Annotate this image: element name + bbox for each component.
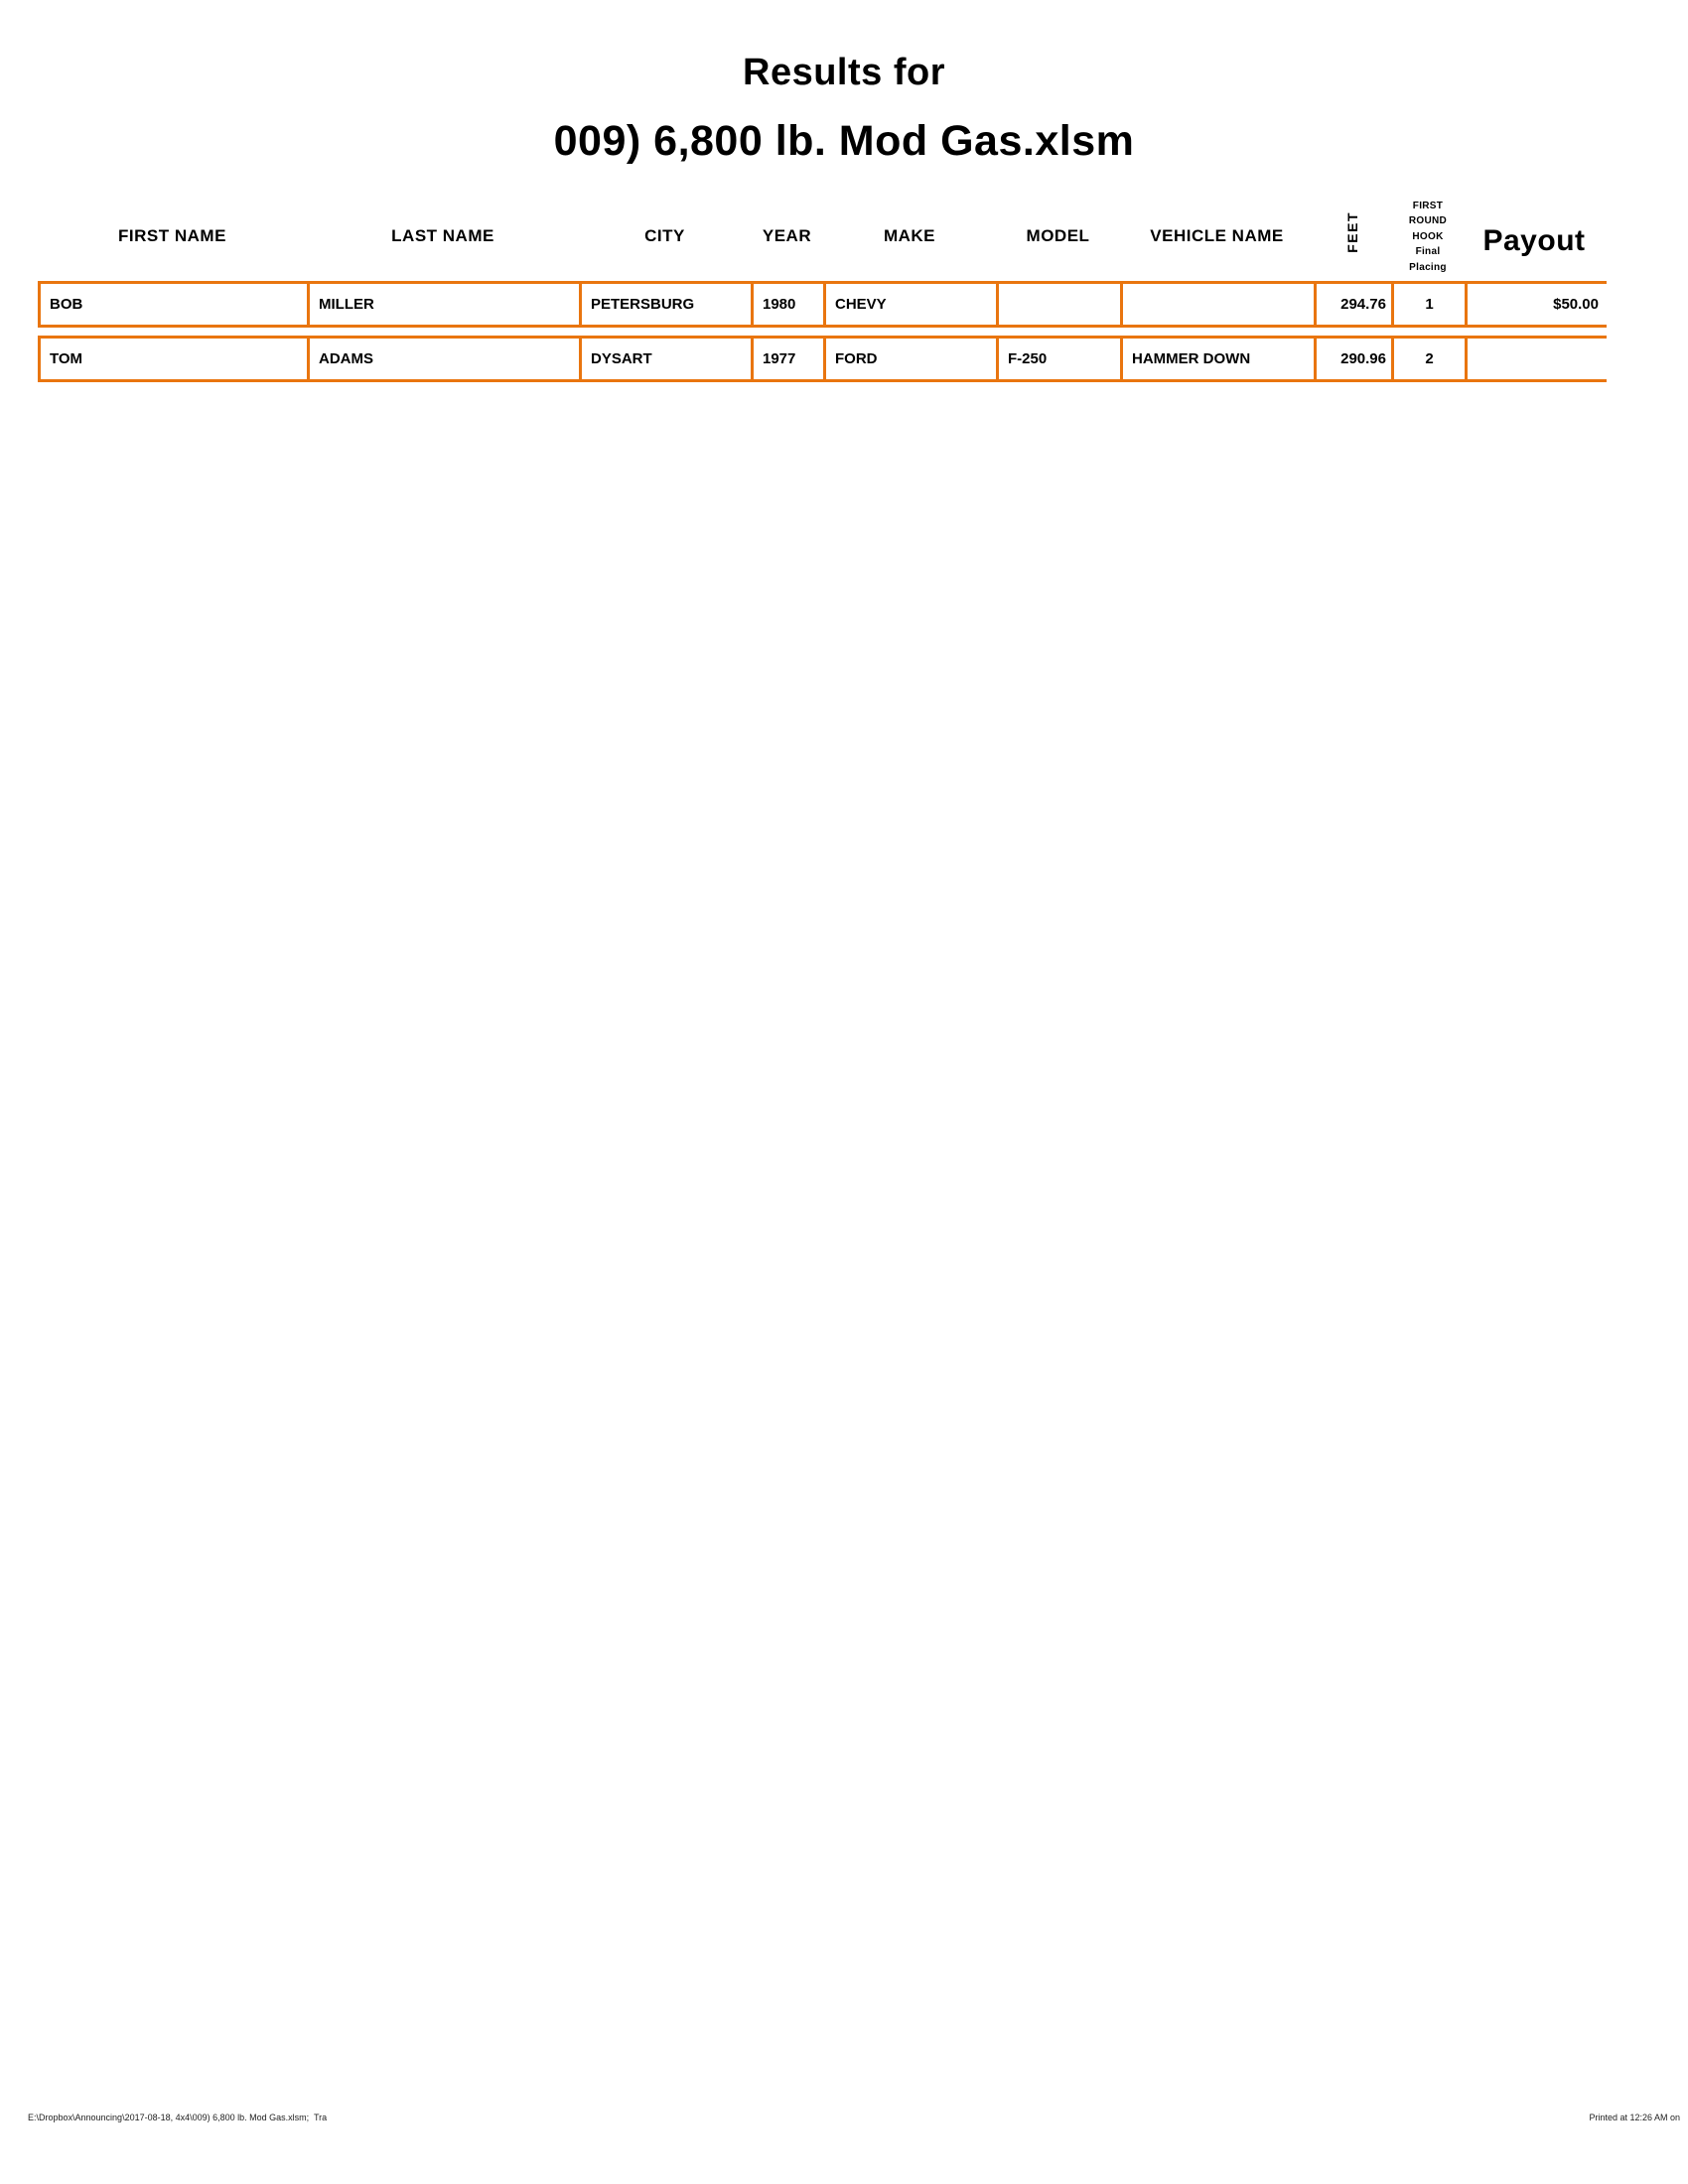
column-header-label: FIRST NAME [118, 226, 226, 245]
cell-feet: 290.96 [1317, 339, 1394, 379]
column-header-model [996, 226, 1120, 278]
cell-model: F-250 [999, 339, 1123, 379]
cell-last-name: MILLER [310, 284, 582, 325]
hook-label-line: ROUND [1408, 215, 1448, 226]
hook-label-line: Final [1415, 246, 1441, 257]
column-header-label: VEHICLE NAME [1150, 226, 1284, 245]
column-header-label-rotated: FEET [1344, 211, 1360, 253]
hook-placing-label-stack [1409, 199, 1447, 276]
cell-make: FORD [826, 339, 999, 379]
column-header-label: CITY [644, 226, 685, 245]
cell-city: DYSART [582, 339, 754, 379]
column-header-payout [1465, 224, 1604, 278]
hook-label-line: HOOK [1412, 230, 1444, 242]
column-header-hook-placing [1391, 199, 1465, 279]
footer-file-path: E:\Dropbox\Announcing\2017-08-18, 4x4\009) 6,800 lb. Mod Gas.xlsm; Tra [28, 2113, 328, 2122]
footer-printed-timestamp: Printed at 12:26 AM on [1589, 2113, 1680, 2122]
hook-label-line: FIRST [1412, 200, 1444, 211]
cell-payout [1468, 339, 1607, 379]
column-header-make [823, 226, 996, 278]
column-header-label: MAKE [883, 226, 936, 245]
column-header-last-name [307, 226, 579, 278]
cell-placing: 2 [1394, 339, 1468, 379]
cell-first-name: BOB [41, 284, 310, 325]
table-row [38, 281, 1607, 328]
cell-year: 1980 [754, 284, 826, 325]
cell-payout: $50.00 [1553, 296, 1599, 313]
cell-last-name: ADAMS [310, 339, 582, 379]
table-row [38, 336, 1607, 382]
report-title-line2: 009) 6,800 lb. Mod Gas.xlsm [553, 117, 1135, 165]
column-header-vehicle-name [1120, 226, 1314, 278]
column-header-label: YEAR [762, 226, 812, 245]
column-header-label: MODEL [1026, 226, 1090, 245]
hook-label-line: Placing [1409, 261, 1447, 273]
cell-model [999, 284, 1123, 325]
cell-feet: 294.76 [1317, 284, 1394, 325]
column-header-city [579, 226, 751, 278]
column-header-label: LAST NAME [391, 226, 494, 245]
table-rows [38, 281, 1607, 390]
column-header-feet [1314, 211, 1391, 278]
cell-vehicle-name [1123, 284, 1317, 325]
cell-year: 1977 [754, 339, 826, 379]
cell-make: CHEVY [826, 284, 999, 325]
column-header-label: Payout [1482, 224, 1586, 257]
table-header-row [38, 144, 1607, 278]
report-title-line1: Results for [743, 52, 945, 93]
column-header-first-name [38, 226, 307, 278]
column-header-year [751, 226, 823, 278]
cell-first-name: TOM [41, 339, 310, 379]
cell-placing: 1 [1394, 284, 1468, 325]
cell-vehicle-name: HAMMER DOWN [1123, 339, 1317, 379]
cell-city: PETERSBURG [582, 284, 754, 325]
